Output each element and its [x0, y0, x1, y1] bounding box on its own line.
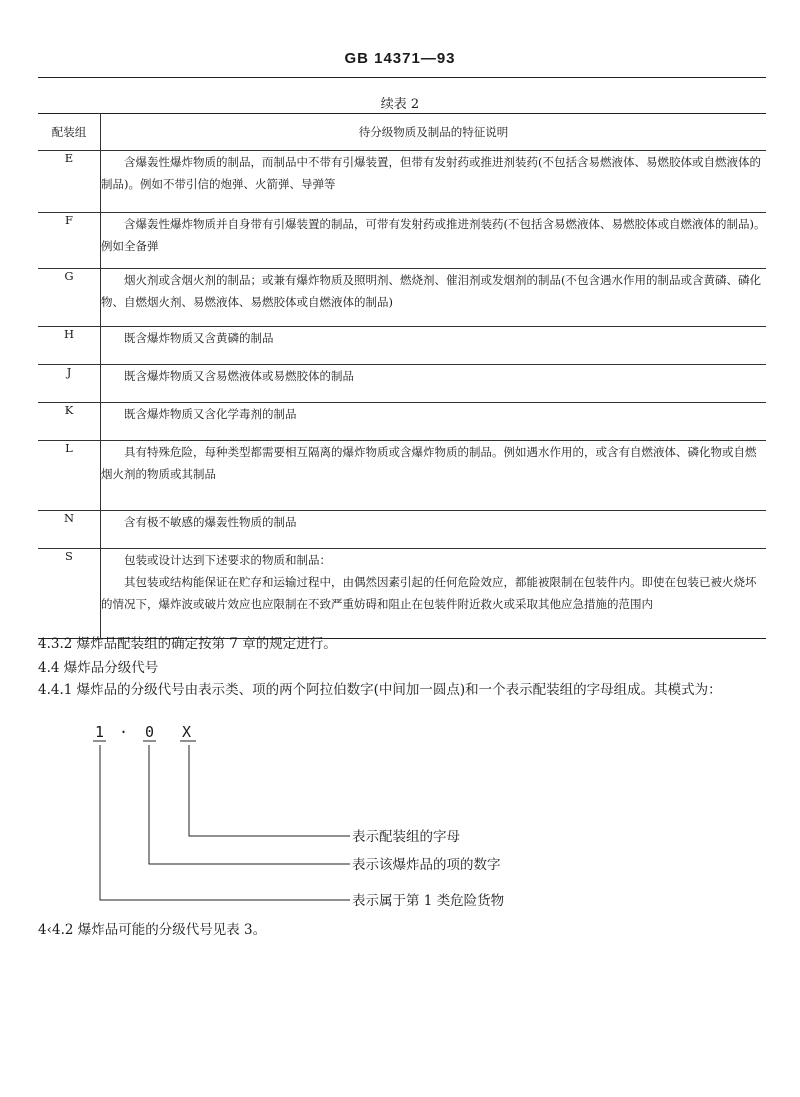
leader-division: [149, 745, 350, 864]
description-paragraph: 含有极不敏感的爆轰性物质的制品: [124, 515, 297, 529]
description-paragraph: 既含爆炸物质又含黄磷的制品: [124, 331, 274, 345]
symbol-division: 0: [145, 723, 155, 741]
description-paragraph: 含爆轰性爆炸物质并自身带有引爆装置的制品，可带有发射药或推进剂装药(不包括含易燃液体、易燃胶体或自燃液体的制品)。例如全备弹: [101, 217, 766, 253]
paragraph-4-4-2: 4‹4.2 爆炸品可能的分级代号见表 3。: [38, 922, 267, 938]
col-header-description: 待分级物质及制品的特征说明: [101, 114, 767, 151]
cell-group-code: G: [38, 269, 101, 327]
table-caption: 续表 2: [380, 97, 420, 112]
cell-group-code: K: [38, 403, 101, 441]
cell-group-code: J: [38, 365, 101, 403]
cell-group-code: L: [38, 441, 101, 511]
description-paragraph: 其包装或结构能保证在贮存和运输过程中，由偶然因素引起的任何危险效应，都能被限制在包装件内。即使在包装已被火烧坏的情况下，爆炸波或破片效应也应限制在不致严重妨碍和阻止在包装件附近救火或采取其他应急措施的范围内: [101, 575, 757, 611]
description-paragraph: 包装或设计达到下述要求的物质和制品：: [124, 553, 331, 567]
description-paragraph: 含爆轰性爆炸物质的制品，而制品中不带有引爆装置，但带有发射药或推进剂装药(不包括含易燃液体、易燃胶体或自燃液体的制品)。例如不带引信的炮弹、火箭弹、导弹等: [101, 155, 761, 191]
description-paragraph: 既含爆炸物质又含化学毒剂的制品: [124, 407, 297, 421]
paragraph-4-3-2: 4.3.2 爆炸品配装组的确定按第 7 章的规定进行。: [38, 636, 337, 652]
description-paragraph: 具有特殊危险，每种类型都需要相互隔离的爆炸物质或含爆炸物质的制品。例如遇水作用的，或含有自燃液体、磷化物或自燃烟火剂的物质或其制品: [101, 445, 757, 481]
cell-group-code: S: [38, 549, 101, 639]
cell-group-code: N: [38, 511, 101, 549]
cell-group-code: H: [38, 327, 101, 365]
label-division: 表示该爆炸品的项的数字: [352, 857, 501, 873]
leader-class: [100, 745, 350, 900]
cell-group-code: E: [38, 151, 101, 213]
paragraph-4-4-1: 4.4.1 爆炸品的分级代号由表示类、项的两个阿拉伯数字(中间加一圆点)和一个表示配装组的字母组成。其模式为：: [38, 682, 722, 698]
cell-group-code: F: [38, 213, 101, 269]
label-class: 表示属于第 1 类危险货物: [352, 893, 505, 909]
col-header-group: 配装组: [38, 114, 101, 151]
description-paragraph: 既含爆炸物质又含易燃液体或易燃胶体的制品: [124, 369, 354, 383]
symbol-dot: ·: [119, 723, 129, 741]
label-group: 表示配装组的字母: [352, 829, 460, 845]
symbol-class: 1: [95, 723, 105, 741]
description-paragraph: 烟火剂或含烟火剂的制品；或兼有爆炸物质及照明剂、燃烧剂、催泪剂或发烟剂的制品(不包含遇水作用的制品或含黄磷、磷化物、自燃烟火剂、易燃液体、易燃胶体或自燃液体的制品): [101, 273, 761, 309]
standard-code: GB 14371—93: [344, 50, 456, 67]
section-heading-4-4: 4.4 爆炸品分级代号: [38, 660, 159, 676]
leader-group: [189, 745, 350, 836]
symbol-group: X: [182, 723, 192, 741]
